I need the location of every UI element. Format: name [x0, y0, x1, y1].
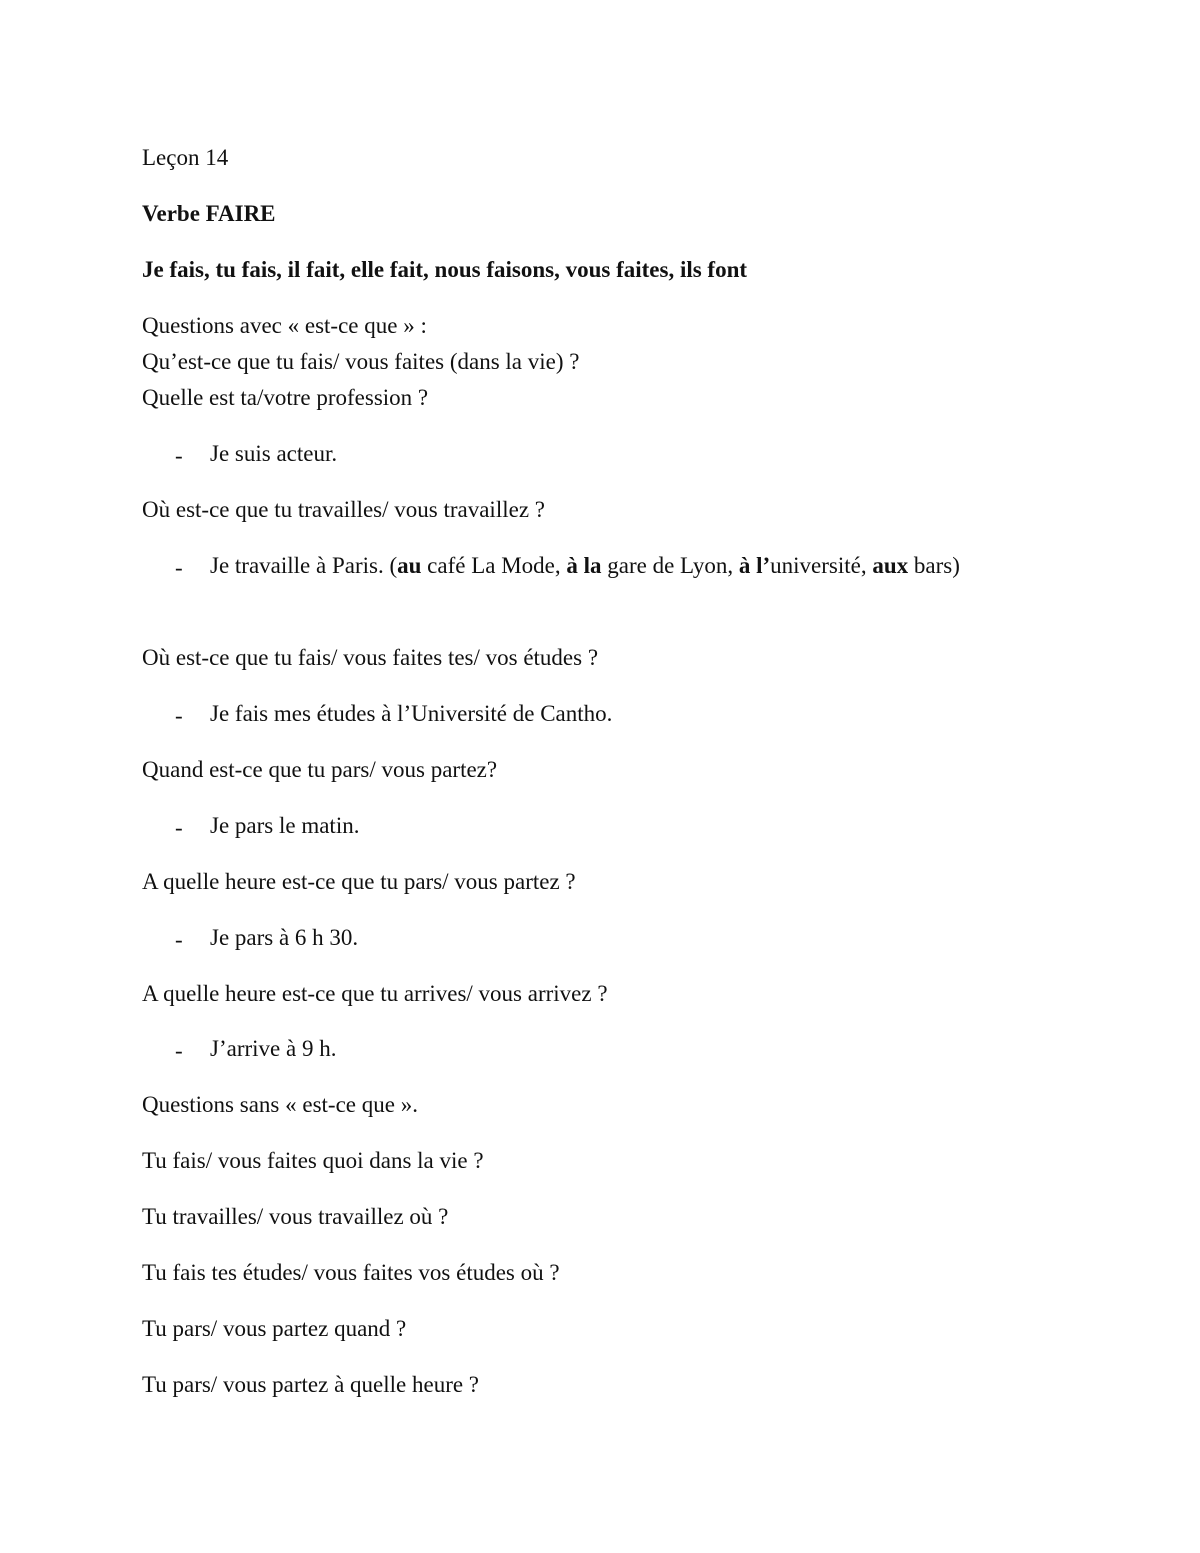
- bullet-dash: -: [175, 815, 183, 840]
- question2-profession: Tu fais/ vous faites quoi dans la vie ?: [142, 1148, 484, 1173]
- question2-time: Tu pars/ vous partez à quelle heure ?: [142, 1372, 480, 1397]
- answer-work-bold: à la: [566, 553, 602, 578]
- verb-heading: Verbe FAIRE: [142, 201, 276, 226]
- bullet-dash: -: [175, 555, 183, 580]
- question-time-arrive: A quelle heure est-ce que tu arrives/ vous arrivez ?: [142, 981, 608, 1006]
- question2-work: Tu travailles/ vous travaillez où ?: [142, 1204, 449, 1229]
- answer-work-text: Je travaille à Paris. (: [210, 553, 398, 578]
- answer-work: [210, 548, 1070, 584]
- answer-work-text: café La Mode,: [421, 553, 567, 578]
- conjugation-line: Je fais, tu fais, il fait, elle fait, nous faisons, vous faites, ils font: [142, 257, 748, 282]
- questions-with-heading: Questions avec « est-ce que » :: [142, 313, 427, 338]
- answer-when: Je pars le matin.: [210, 813, 360, 838]
- questions-without-heading: Questions sans « est-ce que ».: [142, 1092, 418, 1117]
- answer-work-text: bars): [908, 553, 960, 578]
- answer-studies: Je fais mes études à l’Université de Cantho.: [210, 701, 613, 726]
- bullet-dash: -: [175, 703, 183, 728]
- answer-time-arrive: J’arrive à 9 h.: [210, 1036, 337, 1061]
- answer-profession: Je suis acteur.: [210, 441, 338, 466]
- lesson-title: Leçon 14: [142, 145, 229, 170]
- answer-work-text: gare de Lyon,: [601, 553, 739, 578]
- answer-work-bold: aux: [872, 553, 909, 578]
- answer-work-bold: au: [397, 553, 422, 578]
- bullet-dash: -: [175, 443, 183, 468]
- answer-work-text: université,: [770, 553, 873, 578]
- question-profession-2: Quelle est ta/votre profession ?: [142, 385, 429, 410]
- question-profession-1: Qu’est-ce que tu fais/ vous faites (dans la vie) ?: [142, 349, 580, 374]
- question2-studies: Tu fais tes études/ vous faites vos études où ?: [142, 1260, 560, 1285]
- answer-time-leave: Je pars à 6 h 30.: [210, 925, 359, 950]
- question-time-leave: A quelle heure est-ce que tu pars/ vous partez ?: [142, 869, 576, 894]
- question2-when: Tu pars/ vous partez quand ?: [142, 1316, 407, 1341]
- answer-work-bold: à l’: [738, 553, 771, 578]
- bullet-dash: -: [175, 927, 183, 952]
- bullet-dash: -: [175, 1038, 183, 1063]
- question-work: Où est-ce que tu travailles/ vous travaillez ?: [142, 497, 545, 522]
- question-studies: Où est-ce que tu fais/ vous faites tes/ vos études ?: [142, 645, 599, 670]
- question-when: Quand est-ce que tu pars/ vous partez?: [142, 757, 498, 782]
